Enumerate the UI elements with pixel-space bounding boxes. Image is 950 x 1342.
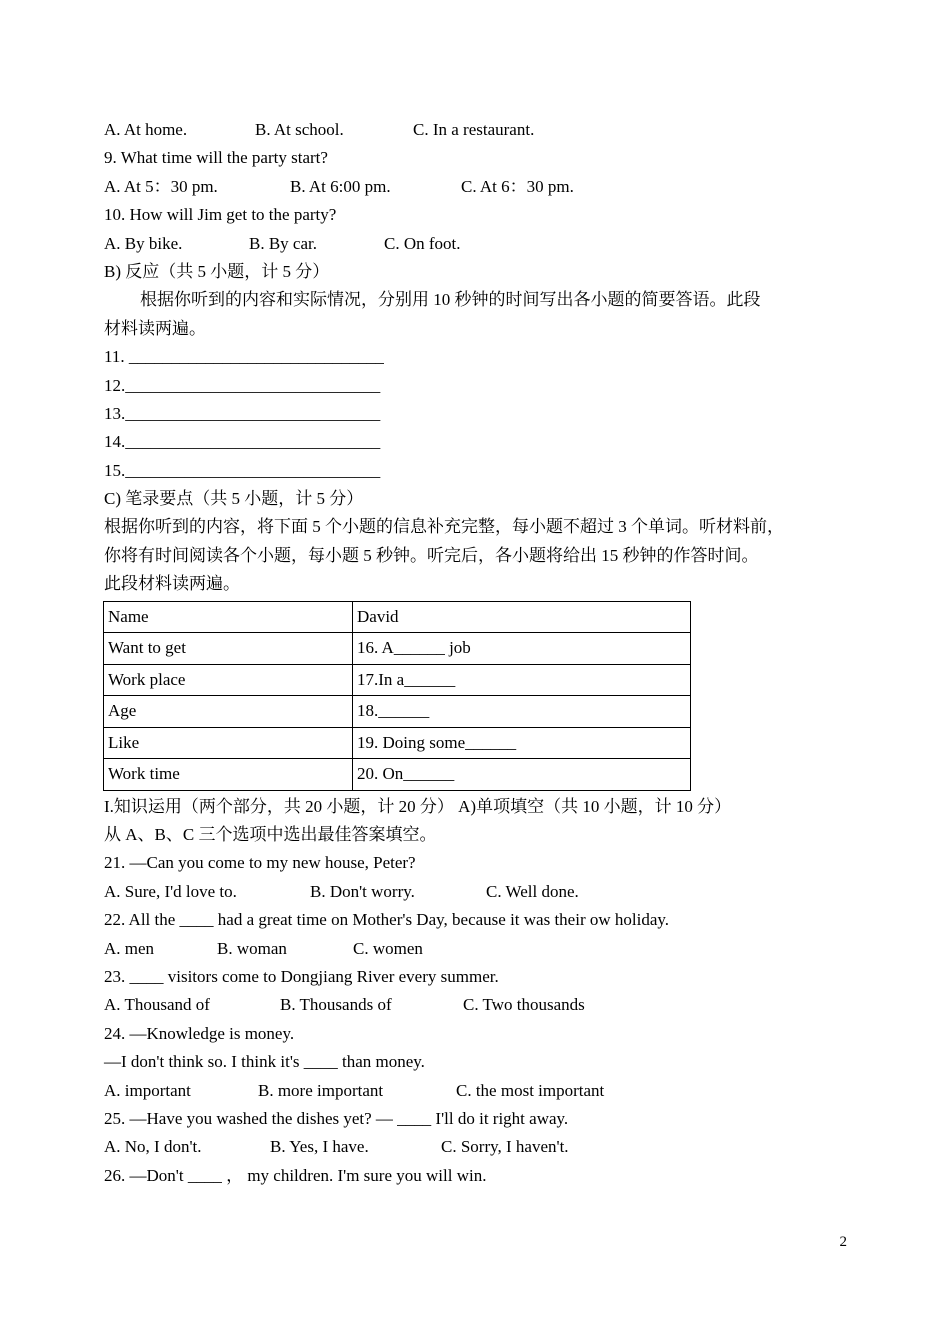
part-c-instruction-3: 此段材料读两遍。 bbox=[104, 574, 240, 594]
knowledge-section-heading: I.知识运用（两个部分，共 20 小题，计 20 分） A)单项填空（共 10 小题，计 10 分） bbox=[104, 796, 732, 816]
part-b-instruction-2: 材料读两遍。 bbox=[104, 318, 206, 338]
answer-blank-11[interactable]: 11. ______________________________ bbox=[104, 347, 384, 367]
q22-option-b: B. woman bbox=[217, 938, 287, 958]
q21-stem: 21. —Can you come to my new house, Peter? bbox=[104, 853, 416, 873]
q21-option-c: C. Well done. bbox=[486, 881, 579, 901]
part-b-heading: B) 反应（共 5 小题，计 5 分） bbox=[104, 261, 330, 281]
table-value-cell: David bbox=[353, 601, 691, 633]
q10-stem: 10. How will Jim get to the party? bbox=[104, 205, 337, 225]
q10-options bbox=[104, 230, 864, 258]
part-c-instruction-2: 你将有时间阅读各个小题，每小题 5 秒钟。听完后，各小题将给出 15 秒钟的作答时间。 bbox=[104, 545, 759, 565]
q10-option-a: A. By bike. bbox=[104, 233, 183, 253]
table-label-cell: Want to get bbox=[104, 633, 353, 665]
q22-option-a: A. men bbox=[104, 938, 155, 958]
answer-blank-12[interactable]: 12.______________________________ bbox=[104, 375, 381, 395]
q23-stem: 23. ____ visitors come to Dongjiang River every summer. bbox=[104, 966, 499, 986]
table-answer-cell-16[interactable]: 16. A______ job bbox=[353, 633, 691, 665]
q21-options bbox=[104, 878, 864, 906]
q24-option-a: A. important bbox=[104, 1080, 191, 1100]
q24-options bbox=[104, 1077, 864, 1105]
q8-option-b: B. At school. bbox=[255, 120, 344, 139]
table-label-cell: Work time bbox=[104, 759, 353, 791]
answer-blank-15[interactable]: 15.______________________________ bbox=[104, 460, 381, 480]
q9-stem: 9. What time will the party start? bbox=[104, 148, 328, 168]
table-label-cell: Work place bbox=[104, 664, 353, 696]
q25-option-a: A. No, I don't. bbox=[104, 1137, 202, 1157]
q26-stem: 26. —Don't ____ ， my children. I'm sure you will win. bbox=[104, 1165, 487, 1185]
part-b-instruction-1: 根据你听到的内容和实际情况，分别用 10 秒钟的时间写出各小题的简要答语。此段 bbox=[140, 290, 761, 310]
note-taking-table bbox=[103, 601, 691, 791]
q23-option-a: A. Thousand of bbox=[104, 995, 210, 1015]
q9-options bbox=[104, 173, 864, 201]
q22-options bbox=[104, 935, 864, 963]
q8-option-c: C. In a restaurant. bbox=[413, 120, 535, 139]
table-row bbox=[104, 633, 691, 665]
q9-option-b: B. At 6:00 pm. bbox=[290, 176, 391, 196]
q10-option-c: C. On foot. bbox=[384, 233, 461, 253]
part-c-instruction-1: 根据你听到的内容，将下面 5 个小题的信息补充完整，每小题不超过 3 个单词。听材料前， bbox=[104, 517, 784, 537]
q22-stem: 22. All the ____ had a great time on Mother's Day, because it was their ow holiday. bbox=[104, 910, 670, 930]
q24-option-b: B. more important bbox=[258, 1080, 384, 1100]
table-row bbox=[104, 664, 691, 696]
q8-option-a: A. At home. bbox=[104, 120, 188, 139]
table-answer-cell-18[interactable]: 18.______ bbox=[353, 696, 691, 728]
exam-page-content bbox=[104, 116, 864, 1190]
table-answer-cell-19[interactable]: 19. Doing some______ bbox=[353, 727, 691, 759]
table-row bbox=[104, 727, 691, 759]
table-row bbox=[104, 601, 691, 633]
answer-blank-13[interactable]: 13.______________________________ bbox=[104, 403, 381, 423]
q24-stem: 24. —Knowledge is money. bbox=[104, 1023, 295, 1043]
table-label-cell: Like bbox=[104, 727, 353, 759]
q25-options bbox=[104, 1133, 864, 1161]
table-row bbox=[104, 759, 691, 791]
q8-options bbox=[104, 116, 864, 144]
table-label-cell: Age bbox=[104, 696, 353, 728]
q23-option-c: C. Two thousands bbox=[463, 995, 585, 1015]
table-label-cell: Name bbox=[104, 601, 353, 633]
answer-blank-14[interactable]: 14.______________________________ bbox=[104, 432, 381, 452]
q24-stem-reply: —I don't think so. I think it's ____ than money. bbox=[104, 1052, 425, 1072]
table-row bbox=[104, 696, 691, 728]
q25-option-b: B. Yes, I have. bbox=[270, 1137, 369, 1157]
q23-option-b: B. Thousands of bbox=[280, 995, 392, 1015]
q21-option-a: A. Sure, I'd love to. bbox=[104, 881, 237, 901]
table-answer-cell-17[interactable]: 17.In a______ bbox=[353, 664, 691, 696]
q21-option-b: B. Don't worry. bbox=[310, 881, 415, 901]
knowledge-section-instruction: 从 A、B、C 三个选项中选出最佳答案填空。 bbox=[104, 825, 437, 845]
q24-option-c: C. the most important bbox=[456, 1080, 605, 1100]
part-c-heading: C) 笔录要点（共 5 小题，计 5 分） bbox=[104, 489, 364, 509]
q10-option-b: B. By car. bbox=[249, 233, 317, 253]
q9-option-a: A. At 5：30 pm. bbox=[104, 176, 218, 196]
q23-options bbox=[104, 991, 864, 1019]
q9-option-c: C. At 6：30 pm. bbox=[461, 176, 574, 196]
q25-option-c: C. Sorry, I haven't. bbox=[441, 1137, 569, 1157]
table-answer-cell-20[interactable]: 20. On______ bbox=[353, 759, 691, 791]
page-number: 2 bbox=[839, 1234, 847, 1250]
q25-stem: 25. —Have you washed the dishes yet? — ____ I'll do it right away. bbox=[104, 1108, 569, 1128]
q22-option-c: C. women bbox=[353, 938, 423, 958]
